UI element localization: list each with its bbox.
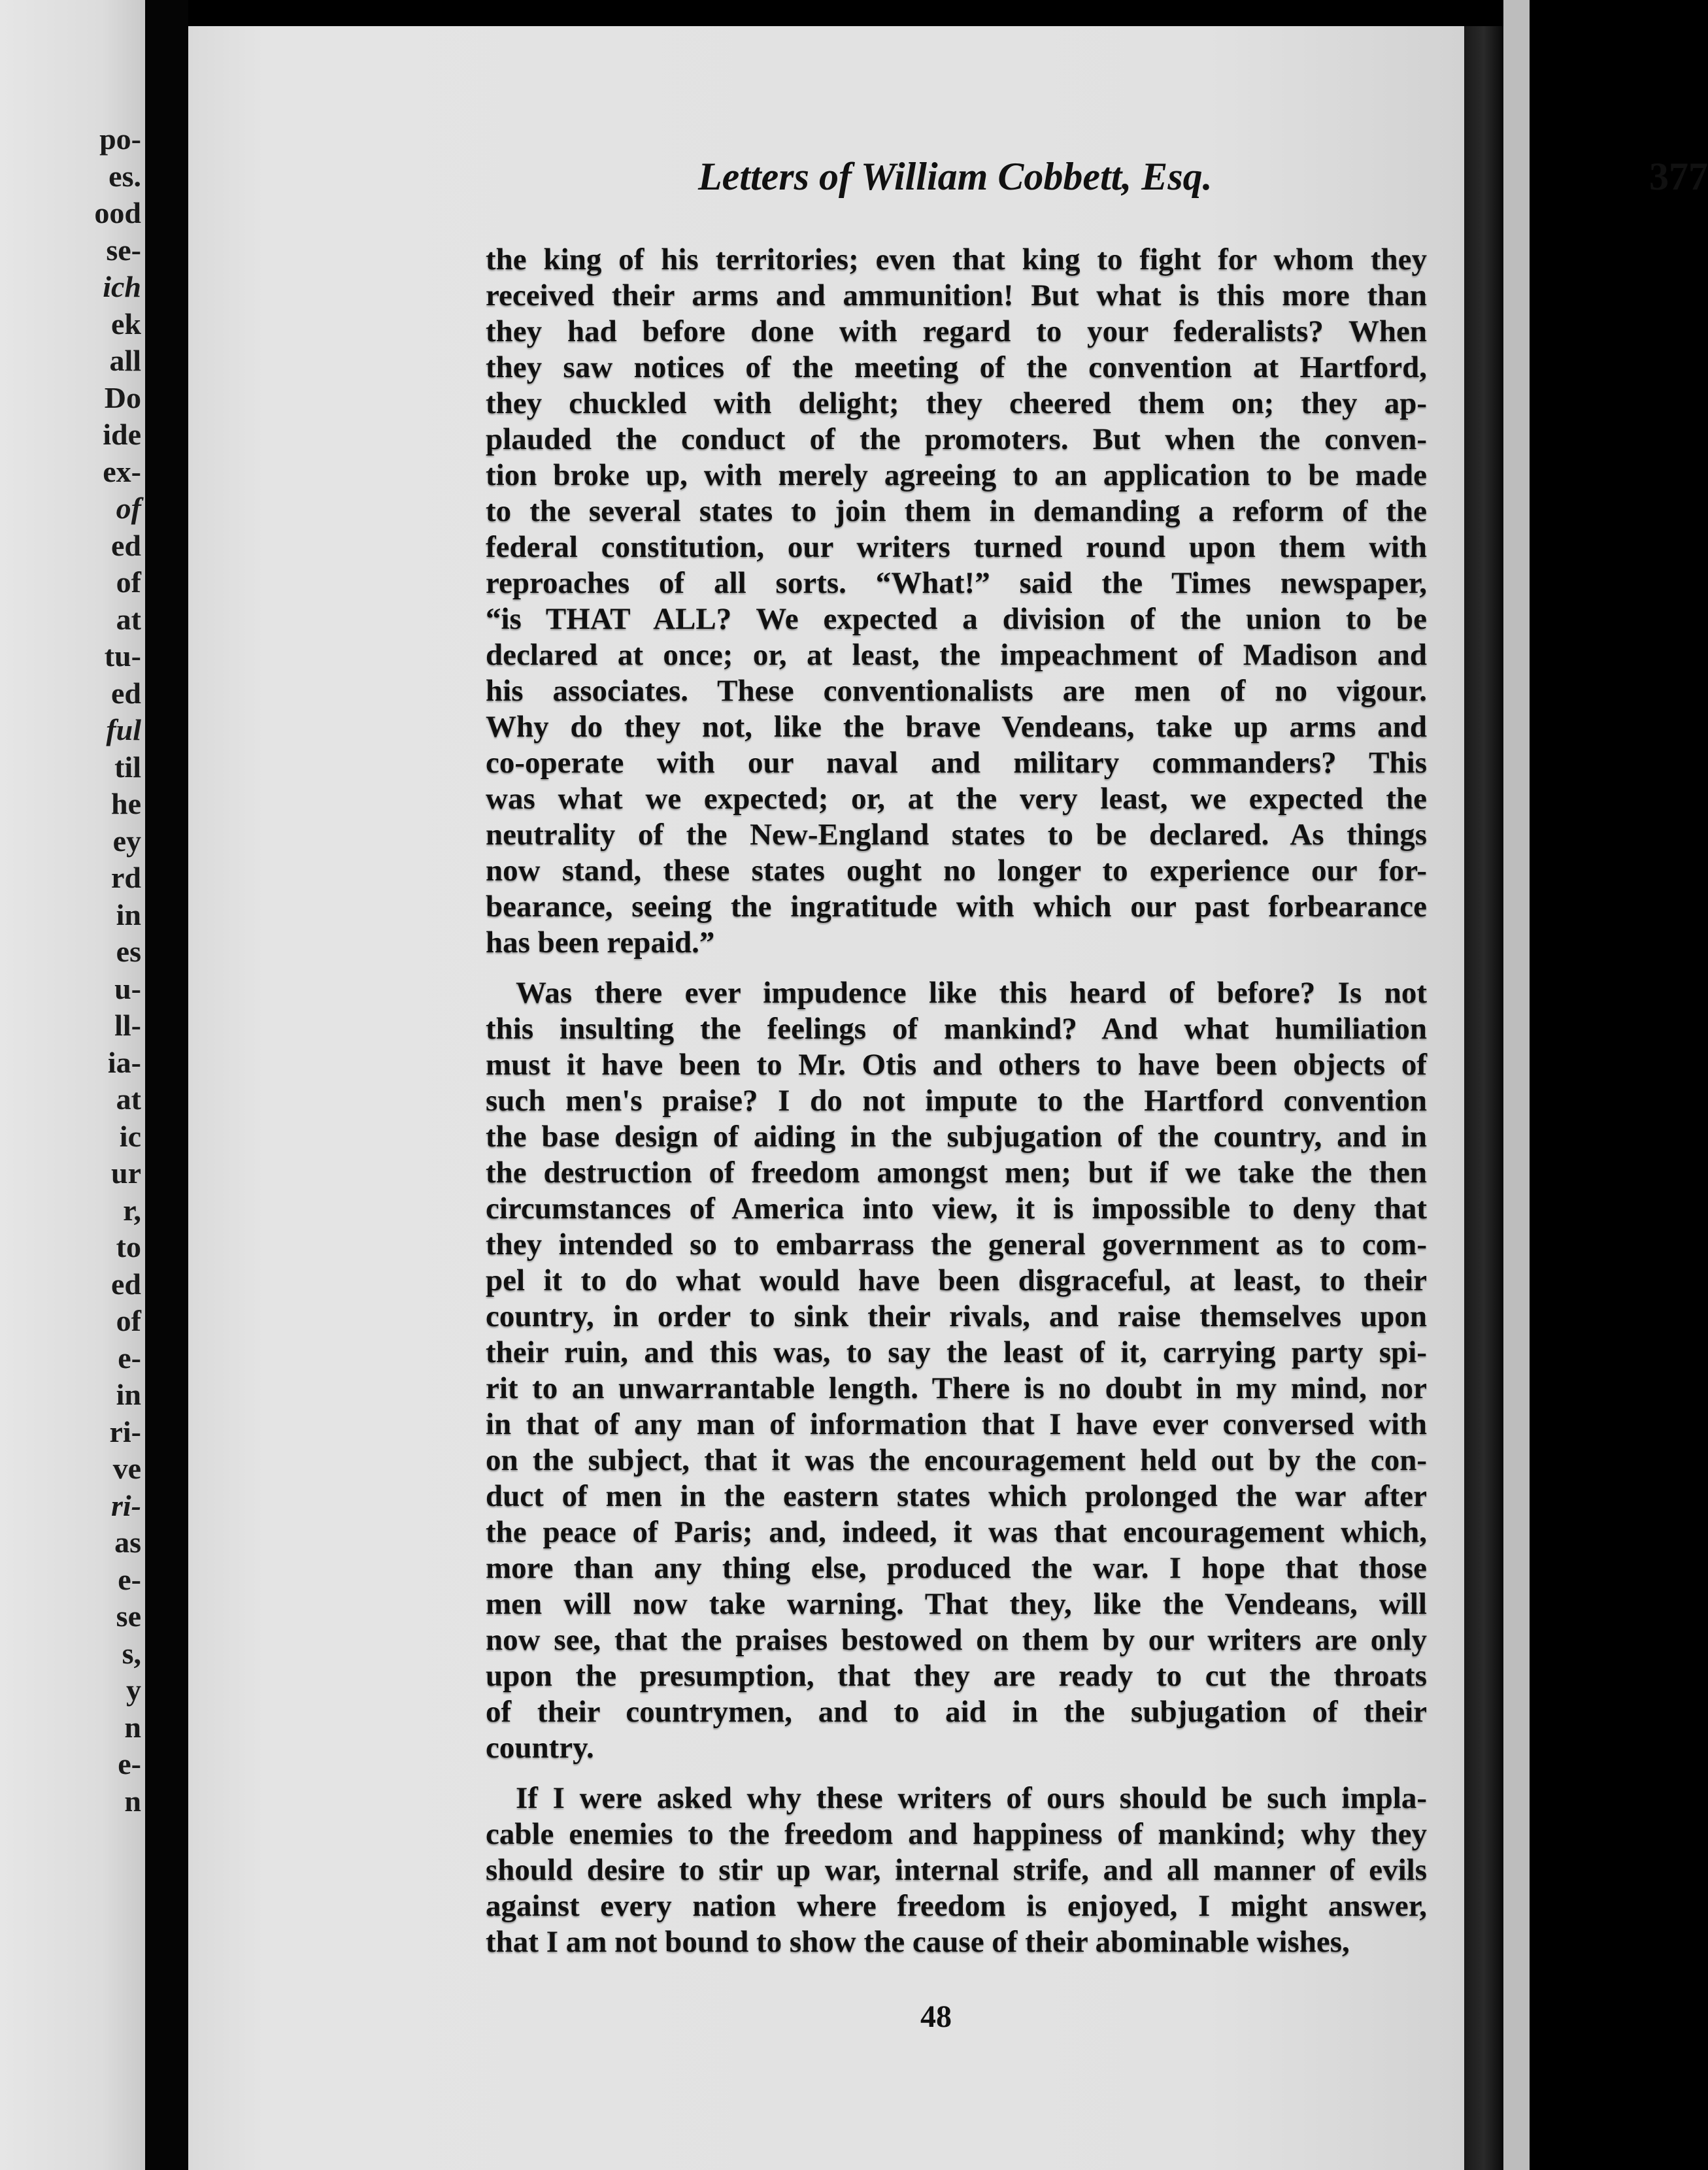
text-line: country, in order to sink their rivals, and raise themselves upon — [486, 1299, 1427, 1333]
text-line: received their arms and ammunition! But what is this more than — [486, 278, 1427, 312]
previous-page-fragment: es. — [109, 159, 141, 193]
right-margin-strip — [1503, 0, 1530, 2170]
text-line: pel it to do what would have been disgraceful, at least, to their — [486, 1263, 1427, 1297]
previous-page-fragment: ed — [111, 676, 141, 710]
text-line: cable enemies to the freedom and happiness of mankind; why they — [486, 1817, 1427, 1851]
text-line: the peace of Paris; and, indeed, it was that encouragement which, — [486, 1515, 1427, 1549]
text-line: duct of men in the eastern states which prolonged the war after — [486, 1479, 1427, 1513]
text-line: has been repaid.” — [486, 926, 715, 960]
page-header — [698, 154, 1708, 200]
previous-page-fragment: ve — [112, 1452, 141, 1485]
text-line: their ruin, and this was, to say the least of it, carrying party spi- — [486, 1335, 1427, 1369]
text-line: co-operate with our naval and military commanders? This — [486, 746, 1427, 780]
previous-page-fragment: ri- — [109, 1414, 141, 1448]
previous-page-fragment: es — [116, 935, 141, 968]
previous-page-fragment: y — [126, 1673, 141, 1707]
previous-page-edge — [0, 0, 145, 2170]
previous-page-fragment: he — [111, 787, 141, 820]
previous-page-fragment: of — [116, 1304, 141, 1337]
text-line: bearance, seeing the ingratitude with which our past forbearance — [486, 890, 1427, 924]
previous-page-fragment: ri- — [111, 1488, 141, 1522]
previous-page-fragment: ide — [103, 418, 141, 451]
text-line: the king of his territories; even that king to fight for whom they — [486, 242, 1427, 276]
paragraph — [486, 975, 1427, 1766]
previous-page-fragment: all — [109, 344, 141, 377]
previous-page-fragment: to — [116, 1230, 141, 1263]
previous-page-fragment: r, — [123, 1193, 141, 1227]
previous-page-fragment: ll- — [114, 1009, 141, 1042]
text-line: of their countrymen, and to aid in the subjugation of their — [486, 1695, 1427, 1729]
text-line: they had before done with regard to your federalists? When — [486, 314, 1427, 348]
previous-page-fragment: tu- — [104, 639, 141, 673]
paragraph-gap — [486, 961, 1427, 975]
text-line: “is THAT ALL? We expected a division of the union to be — [486, 602, 1427, 636]
previous-page-fragment: ic — [119, 1119, 141, 1153]
text-line: federal constitution, our writers turned round upon them with — [486, 530, 1427, 564]
text-line: should desire to stir up war, internal strife, and all manner of evils — [486, 1853, 1427, 1887]
previous-page-fragment: ek — [111, 307, 141, 341]
book-page — [188, 26, 1708, 2170]
text-line: tion broke up, with merely agreeing to an application to be made — [486, 458, 1427, 492]
previous-page-fragment: as — [114, 1526, 141, 1559]
text-line: Why do they not, like the brave Vendeans, take up arms and — [486, 710, 1427, 744]
previous-page-fragment: of — [116, 492, 141, 525]
text-line: more than any thing else, produced the war. I hope that those — [486, 1551, 1427, 1585]
text-line: circumstances of America into view, it is impossible to deny that — [486, 1192, 1427, 1226]
previous-page-fragment: in — [116, 897, 141, 931]
page-number: 377 — [1649, 155, 1708, 198]
text-line: such men's praise? I do not impute to the Hartford convention — [486, 1084, 1427, 1118]
text-line: now stand, these states ought no longer to experience our for- — [486, 854, 1427, 888]
body-text — [486, 242, 1427, 1960]
previous-page-fragment: ia- — [107, 1045, 141, 1079]
previous-page-fragment: ful — [106, 713, 141, 746]
previous-page-fragment: at — [116, 602, 141, 636]
previous-page-fragment: ich — [103, 270, 141, 303]
text-line: rit to an unwarrantable length. There is no doubt in my mind, nor — [486, 1371, 1427, 1405]
previous-page-fragment: e- — [118, 1341, 141, 1375]
text-line: on the subject, that it was the encouragement held out by the con- — [486, 1443, 1427, 1477]
text-line: the base design of aiding in the subjugation of the country, and in — [486, 1120, 1427, 1154]
previous-page-fragment: Do — [104, 380, 141, 414]
paragraph — [486, 242, 1427, 961]
previous-page-fragment: e- — [118, 1562, 141, 1596]
text-line: this insulting the feelings of mankind? And what humiliation — [486, 1012, 1427, 1046]
paragraph-gap — [486, 1766, 1427, 1780]
previous-page-fragment: rd — [111, 861, 141, 894]
paragraph — [486, 1780, 1427, 1960]
text-line: must it have been to Mr. Otis and others to have been objects of — [486, 1048, 1427, 1082]
text-line: against every nation where freedom is enjoyed, I might answer, — [486, 1889, 1427, 1923]
text-line: country. — [486, 1731, 594, 1765]
previous-page-fragment: ed — [111, 1267, 141, 1301]
previous-page-fragment: ed — [111, 528, 141, 562]
book-gutter — [145, 0, 188, 2170]
text-line: plauded the conduct of the promoters. But when the conven- — [486, 422, 1427, 456]
text-line: to the several states to join them in demanding a reform of the — [486, 494, 1427, 528]
previous-page-fragment: at — [116, 1082, 141, 1116]
previous-page-fragment: s, — [122, 1636, 141, 1670]
text-line: declared at once; or, at least, the impeachment of Madison and — [486, 638, 1427, 672]
previous-page-fragment: n — [124, 1710, 141, 1744]
text-line: upon the presumption, that they are ready to cut the throats — [486, 1659, 1427, 1693]
text-line: now see, that the praises bestowed on them by our writers are only — [486, 1623, 1427, 1657]
text-line: was what we expected; or, at the very least, we expected the — [486, 782, 1427, 816]
text-line: in that of any man of information that I have ever conversed with — [486, 1407, 1427, 1441]
signature-mark: 48 — [920, 1999, 952, 2034]
previous-page-fragment: e- — [118, 1747, 141, 1780]
text-line: If I were asked why these writers of ours should be such impla- — [516, 1781, 1427, 1815]
previous-page-fragment: ey — [112, 824, 141, 858]
previous-page-fragment: se- — [106, 233, 141, 267]
previous-page-fragment: u- — [114, 971, 141, 1005]
previous-page-fragment: in — [116, 1378, 141, 1411]
previous-page-fragment: ood — [94, 196, 141, 229]
text-line: Was there ever impudence like this heard of before? Is not — [516, 976, 1427, 1010]
text-line: they saw notices of the meeting of the convention at Hartford, — [486, 350, 1427, 384]
text-line: his associates. These conventionalists are men of no vigour. — [486, 674, 1427, 708]
text-line: men will now take warning. That they, like the Vendeans, will — [486, 1587, 1427, 1621]
previous-page-fragment: n — [124, 1784, 141, 1818]
running-title: Letters of William Cobbett, Esq. — [698, 155, 1213, 198]
previous-page-fragment: se — [116, 1599, 141, 1633]
previous-page-fragment: ex- — [103, 454, 141, 488]
previous-page-fragment: ur — [111, 1156, 141, 1190]
previous-page-fragment: po- — [99, 122, 141, 156]
text-line: the destruction of freedom amongst men; but if we take the then — [486, 1156, 1427, 1190]
text-line: they intended so to embarrass the general government as to com- — [486, 1227, 1427, 1261]
text-line: neutrality of the New-England states to be declared. As things — [486, 818, 1427, 852]
text-line: reproaches of all sorts. “What!” said the Times newspaper, — [486, 566, 1427, 600]
text-line: they chuckled with delight; they cheered them on; they ap- — [486, 386, 1427, 420]
text-line: that I am not bound to show the cause of their abominable wishes, — [486, 1925, 1350, 1959]
previous-page-fragment: of — [116, 565, 141, 599]
previous-page-fragment: til — [114, 750, 141, 784]
